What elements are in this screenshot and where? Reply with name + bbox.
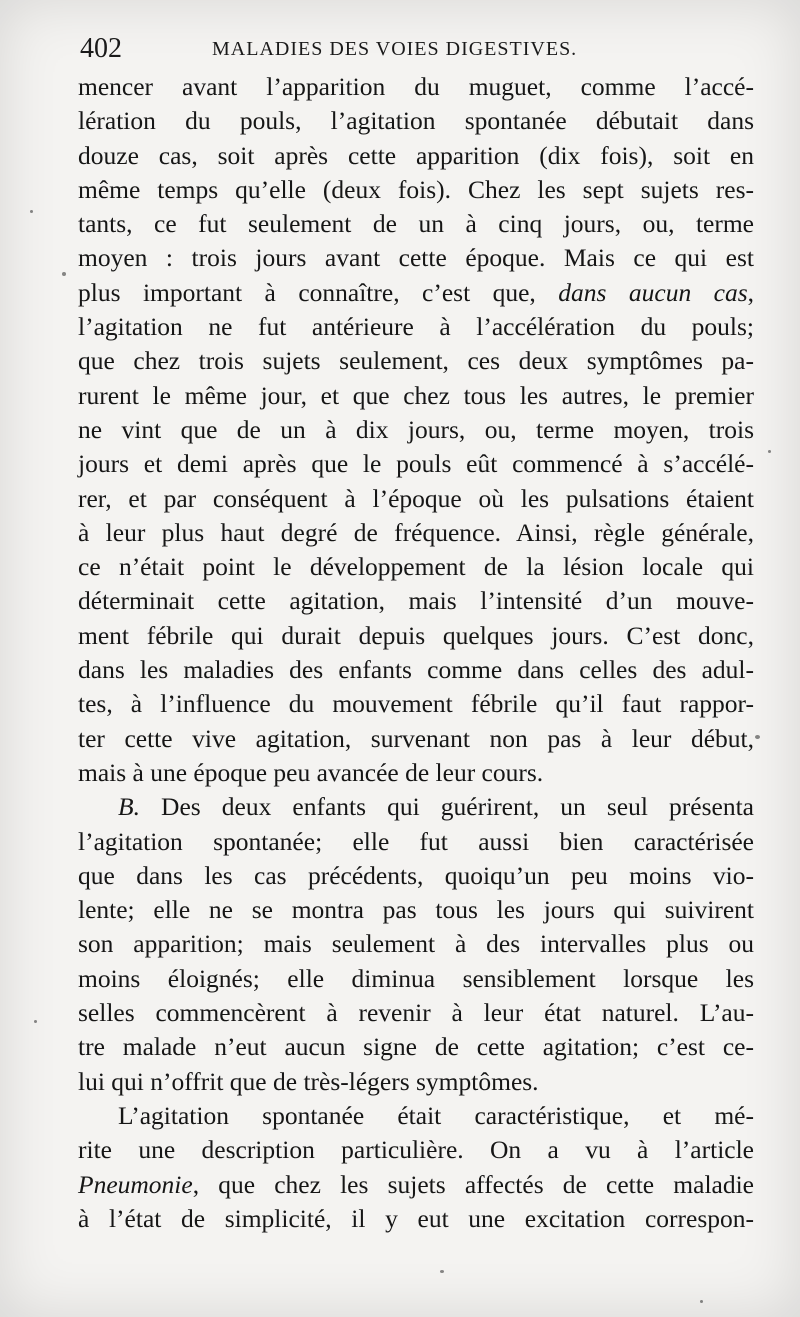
text-line: même temps qu’elle (deux fois). Chez les sept sujets res-	[78, 174, 754, 204]
text-segment: plus important à connaître, c’est que,	[78, 277, 559, 307]
text-line: que chez trois sujets seulement, ces deux symptômes pa-	[78, 346, 754, 376]
italic-text: B.	[118, 792, 140, 822]
text-segment: Des deux enfants qui guérirent, un seul présenta	[139, 792, 754, 822]
text-line: tre malade n’eut aucun signe de cette agitation; c’est ce-	[78, 1032, 754, 1062]
text-line: son apparition; mais seulement à des intervalles plus ou	[78, 929, 754, 959]
page-number: 402	[80, 33, 122, 64]
text-line: jours et demi après que le pouls eût commencé à s’accélé-	[78, 449, 754, 479]
text-line: mencer avant l’apparition du muguet, comme l’accé-	[78, 72, 754, 101]
text-line	[78, 276, 754, 310]
text-line	[78, 790, 754, 824]
text-line: lente; elle ne se montra pas tous les jours qui suivirent	[78, 895, 754, 925]
text-line: ter cette vive agitation, survenant non pas à leur début,	[78, 723, 754, 753]
text-line: l’agitation spontanée; elle fut aussi bien caractérisée	[78, 826, 754, 856]
text-line: selles commencèrent à revenir à leur état naturel. L’au-	[78, 998, 754, 1028]
text-line: que dans les cas précédents, quoiqu’un peu moins vio-	[78, 860, 754, 890]
text-line	[78, 1168, 754, 1202]
body-text	[78, 70, 754, 1236]
text-line: à leur plus haut degré de fréquence. Ainsi, règle générale,	[78, 517, 754, 547]
text-line: rite une description particulière. On a vu à l’article	[78, 1135, 754, 1165]
text-line: déterminait cette agitation, mais l’intensité d’un mouve-	[78, 586, 754, 616]
text-line: tes, à l’influence du mouvement fébrile qu’il faut rappor-	[78, 689, 754, 719]
italic-text: Pneumonie	[78, 1169, 193, 1199]
running-head: MALADIES DES VOIES DIGESTIVES.	[212, 38, 578, 60]
page-header	[80, 34, 720, 64]
text-line: tants, ce fut seulement de un à cinq jours, ou, terme	[78, 209, 754, 239]
text-line: douze cas, soit après cette apparition (dix fois), soit en	[78, 140, 754, 170]
text-line: dans les maladies des enfants comme dans celles des adul-	[78, 655, 754, 685]
text-line: rurent le même jour, et que chez tous les autres, le premier	[78, 380, 754, 410]
text-line: mais à une époque peu avancée de leur cours.	[78, 757, 544, 787]
italic-text: dans aucun cas	[558, 277, 748, 307]
text-line: lui qui n’offrit que de très-légers symptômes.	[78, 1066, 539, 1096]
text-line: ment fébrile qui durait depuis quelques jours. C’est donc,	[78, 620, 754, 650]
text-line: rer, et par conséquent à l’époque où les pulsations étaient	[78, 483, 754, 513]
text-segment: ,	[747, 277, 755, 307]
text-line: à l’état de simplicité, il y eut une excitation correspon-	[78, 1203, 754, 1233]
text-segment: , que chez les sujets affectés de cette maladie	[192, 1169, 754, 1199]
text-line: L’agitation spontanée était caractéristique, et mé-	[118, 1100, 754, 1130]
text-line: lération du pouls, l’agitation spontanée débutait dans	[78, 106, 754, 136]
text-line: moins éloignés; elle diminua sensiblement lorsque les	[78, 963, 754, 993]
text-line: moyen : trois jours avant cette époque. Mais ce qui est	[78, 243, 754, 273]
text-line: ce n’était point le développement de la lésion locale qui	[78, 552, 754, 582]
text-line: l’agitation ne fut antérieure à l’accélération du pouls;	[78, 312, 754, 342]
text-line: ne vint que de un à dix jours, ou, terme moyen, trois	[78, 414, 754, 444]
